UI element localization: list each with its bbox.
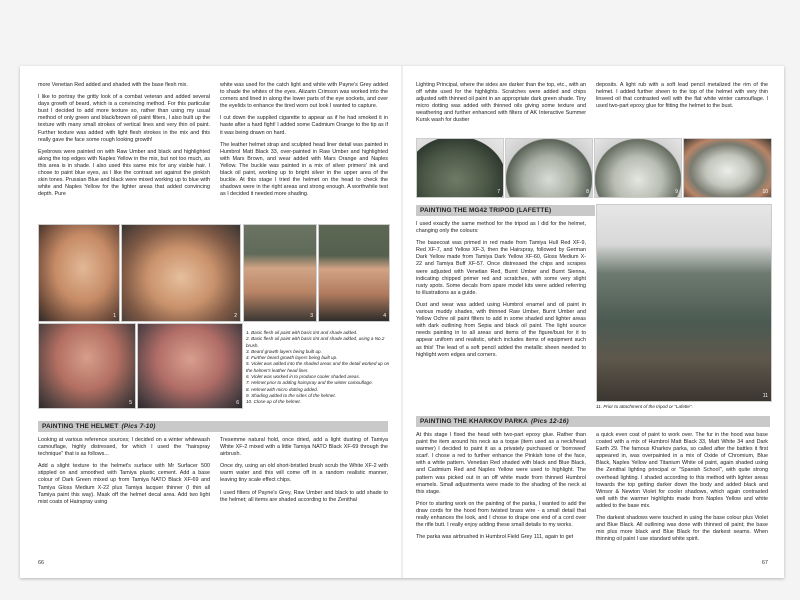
caption: 7. Helmet prior to adding hairspray and the winter camouflage.	[246, 380, 373, 386]
section-title: PAINTING THE KHARKOV PARKA	[420, 418, 528, 425]
paragraph: Once dry, using an old short-bristled brush scrub the White XF-2 with warm water and this will come off in a random realistic manner, leaving tiny scale effect chips.	[220, 463, 388, 484]
right-top-column-1	[416, 82, 586, 130]
paragraph: Prior to starting work on the painting of the parka, I wanted to add the draw cords for the hood from twisted brass wire - a small detail that really enhances the look, and I chose to drape one end of a cord over the rifle butt. I really enjoy adding these small details to my works.	[416, 500, 586, 529]
caption: 3. Beard growth layers being built up.	[246, 348, 322, 354]
paragraph: more Venetian Red added and shaded with the base flesh mix.	[38, 82, 188, 88]
caption: 9. Shading added to the sides of the helmet.	[246, 392, 336, 398]
paragraph: The parka was airbrushed in Humbrol Field Grey 111, again to get	[416, 534, 574, 541]
paragraph: I used exactly the same method for the tripod as I did for the helmet, changing only the colours:	[416, 221, 586, 235]
paragraph: The basecoat was primed in red made from Tamiya Hull Red XF-9, Red XF-7, and Yellow XF-3, then the Hairspray, followed by German Dark Yellow made from Tamiya Dark Yellow XF-60, Gloss Medium X-22 and Tamiya Buff XF-57. Once distressed the chips and scrapes were adjusted with Venetian Red, Burnt Umber and Burnt Sienna, indicating chipped primer red and scratches, with some very slight rusty spots. Some decals from spare model kits were added referring to illustrations as a guide.	[416, 240, 586, 296]
figure-photo-4	[318, 224, 390, 322]
left-bottom-column-2	[220, 437, 388, 509]
figure-photo-6	[137, 323, 243, 409]
photo-number: 5	[129, 400, 132, 406]
paragraph: Add a slight texture to the helmet's surface with Mr Surfacer 500 stippled on and smoothed with Tamiya plastic cement. Add a base colour of Dark Green mixed up from Tamiya NATO Black XF-69 and Tamiya Gloss Medium X-22 plus Tamiya lacquer thinner (I thin all Tamiya paint this way). Mask off the helmet decal area. Add two light mist coats of Hairspray using	[38, 463, 210, 505]
right-page	[402, 66, 784, 578]
paragraph: Eyebrows were painted on with Raw Umber and black and highlighted along the top edges with Naples Yellow in the mix, but not too much, as this area is in shade. I also used this same mix for any visible hair. I chose to paint blue eyes, as I like the contrast set against the pinkish skin tones. Prussian Blue and black were mixed working up to blue with white and Naples Yellow for the lighter areas that added convincing depth. Pure	[38, 148, 210, 198]
caption: 6. Violet was worked in to produce cooler shaded areas.	[246, 374, 361, 380]
caption: 4. Further beard growth layers being built up.	[246, 355, 338, 361]
section-title: PAINTING THE HELMET	[42, 423, 119, 430]
paragraph: I like to portray the gritty look of a combat veteran and added several days growth of beard, which is a convincing method. For this particular bust I decided to add more texture so, rather than using my usual method of only green and black/brown oil paint filters, I also built up the texture with many small strokes of vertical lines and very thin oil paint. Further texture was added with light flesh strokes in the mix and this really gave the face some rough looking growth!	[38, 94, 210, 143]
caption: 5. Violet was added into the shaded areas and the detail worked up on the helmet's leather head liner.	[246, 361, 390, 373]
page-number-right: 67	[761, 560, 768, 566]
book-spread	[20, 66, 784, 578]
paragraph: Tresemme natural hold, once dried, add a light dusting of Tamiya White XF-2 mixed with a little Tamiya NATO Black XF-69 through the airbrush.	[220, 437, 388, 458]
kharkov-column-2	[596, 432, 768, 548]
photo-number: 1	[113, 313, 116, 319]
paragraph: white was used for the catch light and white with Payne's Grey added to shade the whites of the eyes. Alizarin Crimson was worked into the corners and lined in along the lower parts of the eye sockets, and over the eyelids to enhance the tired worn out look I wanted to capture.	[220, 82, 388, 110]
paragraph: Looking at various reference sources; I decided on a winter whitewash camouflage, highly distressed, for which I used the "hairspray technique" that is as follows...	[38, 437, 210, 458]
paragraph: I cut down the supplied cigarette to appear as if he had smoked it in haste after a hard fight! I added some Cadmium Orange to the tip as if it was being drawn on hard.	[220, 115, 388, 136]
photo-number: 6	[236, 400, 239, 406]
figure-photo-5	[38, 323, 136, 409]
left-top-column-2	[220, 82, 388, 203]
caption: 10. Close up of the helmet.	[246, 399, 301, 405]
photo-captions	[246, 330, 392, 406]
paragraph: Dust and wear was added using Humbrol enamel and oil paint in various muddy shades, with thinned Raw Umber, Burnt Umber and Yellow Ochre oil paint filters to add in some shaded and lighter areas with dark outlining from Sepia and black oil paint. The light source needs painting in to all areas and items of the figure/bust for it to appear uniform and realistic, which includes items of equipment such as this! The lead of a soft pencil added the metallic sheen needed to highlight worn edges and corners.	[416, 301, 586, 358]
section-header-helmet	[38, 421, 388, 432]
photo-number: 8	[586, 189, 589, 195]
paragraph: deposits. A light rub with a soft lead pencil metalized the rim of the helmet. I added further sheen to the top of the helmet with very thin linseed oil that contrasted well with the flat white winter camouflage. I used two-part epoxy glue for fitting the helmet to the bust.	[596, 82, 768, 110]
caption: 1. Basic flesh oil paint with basic tint and shade added.	[246, 330, 358, 335]
tripod-photo-11	[596, 204, 772, 402]
figure-photo-1	[38, 224, 120, 322]
caption: 11. Prior to attachment of the tripod or "Lafette".	[596, 404, 693, 409]
photo-number: 7	[497, 189, 500, 195]
photo-number: 10	[762, 189, 768, 195]
paragraph: I used filters of Payne's Grey, Raw Umber and black to add shade to the helmet; all items are shaded according to the Zenithal	[220, 489, 388, 503]
helmet-photo-7	[416, 138, 504, 198]
paragraph: Lighting Principal, where the sides are darker than the top, etc., with an off white used for the highlights. Scratches were added and chips adjusted with thinned oil paint in an appropriate dark green shade. Tiny micro dotting was added with thinned oils giving some texture and weathering and further enhanced with filters of AK Interactive Summer Kursk wash for dustier	[416, 82, 586, 124]
section-pics-ref: (Pics 12-16)	[530, 418, 569, 425]
figure-photo-3	[243, 224, 317, 322]
left-bottom-column-1	[38, 437, 210, 511]
helmet-photo-9	[594, 138, 682, 198]
kharkov-column-1	[416, 432, 586, 546]
figure-photo-2	[121, 224, 241, 322]
left-top-column-1	[38, 82, 210, 203]
page-number-left: 66	[38, 560, 45, 566]
photo-number: 3	[310, 313, 313, 319]
mg42-column	[416, 221, 586, 364]
caption: 2. Basic flesh oil paint with basic tint and shade added, using a No.2 brush.	[246, 336, 385, 348]
paragraph: At this stage I fixed the head with two-part epoxy glue. Rather than paint the item around his neck as a toque (item used as a neck/head warmer) I decided to paint it as a privately purchased or 'borrowed' scarf. I chose a red to further enhance the Pinkish tone of the face, with a white pattern. Venetian Red shaded with black and Blue Black, and Cadmium Red and Naples Yellow were used to highlight. The pattern was picked out in an off white made from thinned Humbrol enamels. Small adjustments were made to the shading of the neck at this stage.	[416, 432, 586, 495]
left-page	[20, 66, 402, 578]
helmet-photo-8	[505, 138, 593, 198]
caption: 8. Helmet with micro dotting added.	[246, 386, 319, 392]
paragraph: The leather helmet strap and sculpted head liner detail was painted in Humbrol Matt Black 33, over-painted in Raw Umber and highlighted with Mars Brown, and wear added with Mars Orange and Naples Yellow. The buckle was painted in a mix of silver primers' ink and black oil paint, working up to bright silver in the upper area of the buckle. At this stage I tried the helmet on the head to check the shadows were in the right areas and strong enough. A worthwhile test as I decided it needed more shading.	[220, 141, 388, 198]
photo-number: 9	[675, 189, 678, 195]
photo-number: 4	[383, 313, 386, 319]
section-header-mg42	[416, 205, 595, 216]
photo-number: 2	[234, 313, 237, 319]
right-top-column-2	[596, 82, 768, 115]
paragraph: a quick even coat of paint to work over. The fur in the hood was base coated with a mix of Humbrol Matt Black 33, Matt White 34 and Dark Earth 29. The famous Kharkov parka, so called after the battles it first appeared in, was overpainted in a mix of Oxide of Chromium, Blue Black, Naples Yellow and Titanium White oil paint, again shaded using the Zenithal lighting principal or "Spanish School", with quite strong overhead lighting. I shaded according to this method with lighter areas towards the top getting darker down the body and added black and Winsor & Newton Violet for cooler shadows, which again contrasted well with the warmer highlights made from Naples Yellow and white added to the base mix.	[596, 432, 768, 509]
section-pics-ref: (Pics 7-10)	[121, 423, 156, 430]
tripod-caption	[596, 404, 770, 410]
section-header-kharkov	[416, 416, 770, 427]
helmet-photo-10	[683, 138, 772, 198]
photo-number: 11	[762, 393, 768, 399]
section-title: PAINTING THE MG42 TRIPOD (LAFETTE)	[420, 207, 552, 214]
paragraph: The darkest shadows were touched in using the base colour plus Violet and Blue Black. All outlining was done with thinned oil paint; the base mix plus more black and Blue Black for the darkest seams. When thinning oil paint I use standard white spirit.	[596, 515, 768, 543]
